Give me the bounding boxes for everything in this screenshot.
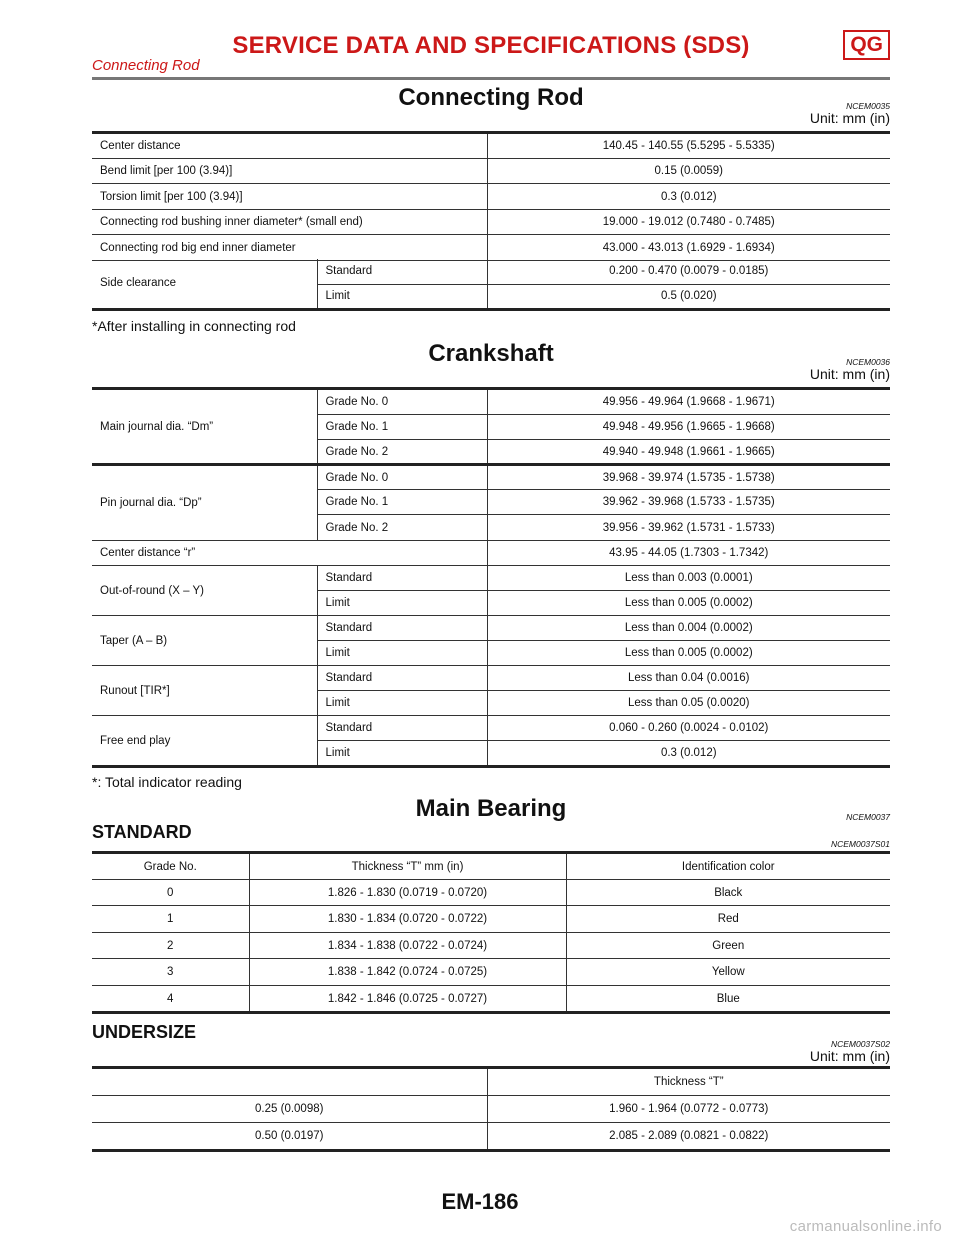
- spec-sublabel: Limit: [317, 741, 487, 767]
- thickness-cell: 1.960 - 1.964 (0.0772 - 0.0773): [487, 1096, 890, 1123]
- section-code: NCEM0037: [846, 812, 890, 822]
- subsection-title: STANDARD: [92, 822, 192, 842]
- table-row: [92, 210, 890, 235]
- main-bearing-standard-table: [92, 851, 890, 1014]
- section-connecting-rod: [92, 84, 890, 124]
- table-row: [92, 666, 890, 691]
- side-clearance-table: [92, 259, 890, 311]
- spec-sublabel: Standard: [317, 616, 487, 641]
- thickness-cell: 1.834 - 1.838 (0.0722 - 0.0724): [249, 933, 566, 959]
- spec-value: 49.948 - 49.956 (1.9665 - 1.9668): [487, 415, 890, 440]
- color-cell: Black: [566, 880, 890, 906]
- spec-value: Less than 0.004 (0.0002): [487, 616, 890, 641]
- spec-label: Main journal dia. “Dm”: [92, 389, 317, 465]
- spec-sublabel: Grade No. 1: [317, 490, 487, 515]
- thickness-cell: 1.826 - 1.830 (0.0719 - 0.0720): [249, 880, 566, 906]
- spec-label: Connecting rod bushing inner diameter* (small end): [92, 210, 487, 235]
- column-header: Grade No.: [92, 853, 249, 880]
- spec-label: Center distance “r”: [92, 541, 487, 566]
- grade-cell: 2: [92, 933, 249, 959]
- footnote: *: Total indicator reading: [92, 774, 242, 790]
- spec-label: Pin journal dia. “Dp”: [92, 465, 317, 541]
- table-row: [92, 465, 890, 490]
- spec-label: Runout [TIR*]: [92, 666, 317, 716]
- color-cell: Red: [566, 906, 890, 933]
- grade-cell: 1: [92, 906, 249, 933]
- spec-sublabel: Standard: [317, 566, 487, 591]
- page-header-subtitle: Connecting Rod: [92, 57, 200, 74]
- undersize-cell: 0.50 (0.0197): [92, 1123, 487, 1151]
- subsection-standard: [92, 822, 890, 852]
- spec-value: Less than 0.005 (0.0002): [487, 641, 890, 666]
- spec-value: Less than 0.005 (0.0002): [487, 591, 890, 616]
- spec-label: Bend limit [per 100 (3.94)]: [92, 159, 487, 184]
- spec-sublabel: Standard: [317, 666, 487, 691]
- thickness-cell: 2.085 - 2.089 (0.0821 - 0.0822): [487, 1123, 890, 1151]
- spec-value: 0.15 (0.0059): [487, 159, 890, 184]
- table-row: [92, 259, 890, 284]
- header-rule: [92, 77, 890, 80]
- thickness-cell: 1.830 - 1.834 (0.0720 - 0.0722): [249, 906, 566, 933]
- connecting-rod-table: [92, 131, 890, 261]
- section-title: Crankshaft: [428, 340, 554, 367]
- table-row: [92, 541, 890, 566]
- spec-label: Connecting rod big end inner diameter: [92, 235, 487, 261]
- crankshaft-table: [92, 387, 890, 768]
- page-number: EM-186: [441, 1189, 519, 1214]
- column-header: Identification color: [566, 853, 890, 880]
- spec-value: Less than 0.003 (0.0001): [487, 566, 890, 591]
- spec-value: 0.060 - 0.260 (0.0024 - 0.0102): [487, 716, 890, 741]
- column-header: [92, 1068, 487, 1096]
- section-title: Main Bearing: [415, 795, 567, 822]
- table-row: [92, 933, 890, 959]
- spec-sublabel: Limit: [317, 641, 487, 666]
- site-watermark: carmanualsonline.info: [789, 1218, 942, 1235]
- undersize-cell: 0.25 (0.0098): [92, 1096, 487, 1123]
- table-row: [92, 159, 890, 184]
- section-code: NCEM0036: [846, 357, 890, 367]
- spec-value: 0.3 (0.012): [487, 184, 890, 210]
- spec-sublabel: Limit: [317, 591, 487, 616]
- subsection-code: NCEM0037S01: [830, 839, 890, 849]
- color-cell: Blue: [566, 986, 890, 1013]
- spec-sublabel: Grade No. 2: [317, 515, 487, 541]
- spec-value: Less than 0.05 (0.0020): [487, 691, 890, 716]
- table-header-row: [92, 1068, 890, 1096]
- spec-value: 39.968 - 39.974 (1.5735 - 1.5738): [487, 465, 890, 490]
- spec-sublabel: Limit: [317, 691, 487, 716]
- spec-value: 140.45 - 140.55 (5.5295 - 5.5335): [487, 133, 890, 159]
- section-crankshaft: [92, 340, 890, 380]
- table-row: [92, 906, 890, 933]
- spec-sublabel: Grade No. 1: [317, 415, 487, 440]
- main-bearing-undersize-table: [92, 1066, 890, 1152]
- spec-value: 0.3 (0.012): [487, 741, 890, 767]
- table-row: [92, 959, 890, 986]
- spec-sublabel: Grade No. 0: [317, 389, 487, 415]
- table-row: [92, 716, 890, 741]
- page-header-title: SERVICE DATA AND SPECIFICATIONS (SDS): [232, 32, 750, 59]
- table-row: [92, 1123, 890, 1151]
- table-row: [92, 880, 890, 906]
- spec-sublabel: Limit: [317, 284, 487, 309]
- table-row: [92, 235, 890, 261]
- section-unit: Unit: mm (in): [809, 366, 890, 382]
- spec-sublabel: Standard: [317, 259, 487, 284]
- color-cell: Green: [566, 933, 890, 959]
- section-unit: Unit: mm (in): [809, 110, 890, 126]
- table-header-row: [92, 853, 890, 880]
- footnote: *After installing in connecting rod: [92, 318, 296, 334]
- column-header: Thickness “T” mm (in): [249, 853, 566, 880]
- table-row: [92, 389, 890, 415]
- subsection-unit: Unit: mm (in): [809, 1048, 890, 1064]
- spec-label: Torsion limit [per 100 (3.94)]: [92, 184, 487, 210]
- spec-label: Out-of-round (X – Y): [92, 566, 317, 616]
- page-header: [92, 30, 890, 78]
- thickness-cell: 1.842 - 1.846 (0.0725 - 0.0727): [249, 986, 566, 1013]
- spec-label: Side clearance: [92, 259, 317, 309]
- table-row: [92, 184, 890, 210]
- section-title: Connecting Rod: [398, 84, 584, 111]
- spec-value: 49.940 - 49.948 (1.9661 - 1.9665): [487, 440, 890, 465]
- table-row: [92, 616, 890, 641]
- spec-value: 0.5 (0.020): [487, 284, 890, 309]
- subsection-title: UNDERSIZE: [92, 1022, 197, 1042]
- spec-label: Free end play: [92, 716, 317, 767]
- spec-value: 43.000 - 43.013 (1.6929 - 1.6934): [487, 235, 890, 261]
- spec-label: Center distance: [92, 133, 487, 159]
- table-row: [92, 133, 890, 159]
- subsection-code: NCEM0037S02: [830, 1039, 890, 1049]
- subsection-undersize: [92, 1022, 890, 1062]
- grade-cell: 3: [92, 959, 249, 986]
- spec-value: 39.962 - 39.968 (1.5733 - 1.5735): [487, 490, 890, 515]
- thickness-cell: 1.838 - 1.842 (0.0724 - 0.0725): [249, 959, 566, 986]
- spec-sublabel: Grade No. 2: [317, 440, 487, 465]
- spec-value: 49.956 - 49.964 (1.9668 - 1.9671): [487, 389, 890, 415]
- grade-cell: 0: [92, 880, 249, 906]
- spec-sublabel: Grade No. 0: [317, 465, 487, 490]
- spec-value: 19.000 - 19.012 (0.7480 - 0.7485): [487, 210, 890, 235]
- spec-value: 0.200 - 0.470 (0.0079 - 0.0185): [487, 259, 890, 284]
- color-cell: Yellow: [566, 959, 890, 986]
- table-row: [92, 1096, 890, 1123]
- section-code: NCEM0035: [846, 101, 890, 111]
- spec-value: 43.95 - 44.05 (1.7303 - 1.7342): [487, 541, 890, 566]
- spec-label: Taper (A – B): [92, 616, 317, 666]
- spec-sublabel: Standard: [317, 716, 487, 741]
- spec-value: Less than 0.04 (0.0016): [487, 666, 890, 691]
- column-header: Thickness “T”: [487, 1068, 890, 1096]
- table-row: [92, 566, 890, 591]
- grade-cell: 4: [92, 986, 249, 1013]
- table-row: [92, 986, 890, 1013]
- engine-code-badge: QG: [843, 30, 890, 60]
- spec-value: 39.956 - 39.962 (1.5731 - 1.5733): [487, 515, 890, 541]
